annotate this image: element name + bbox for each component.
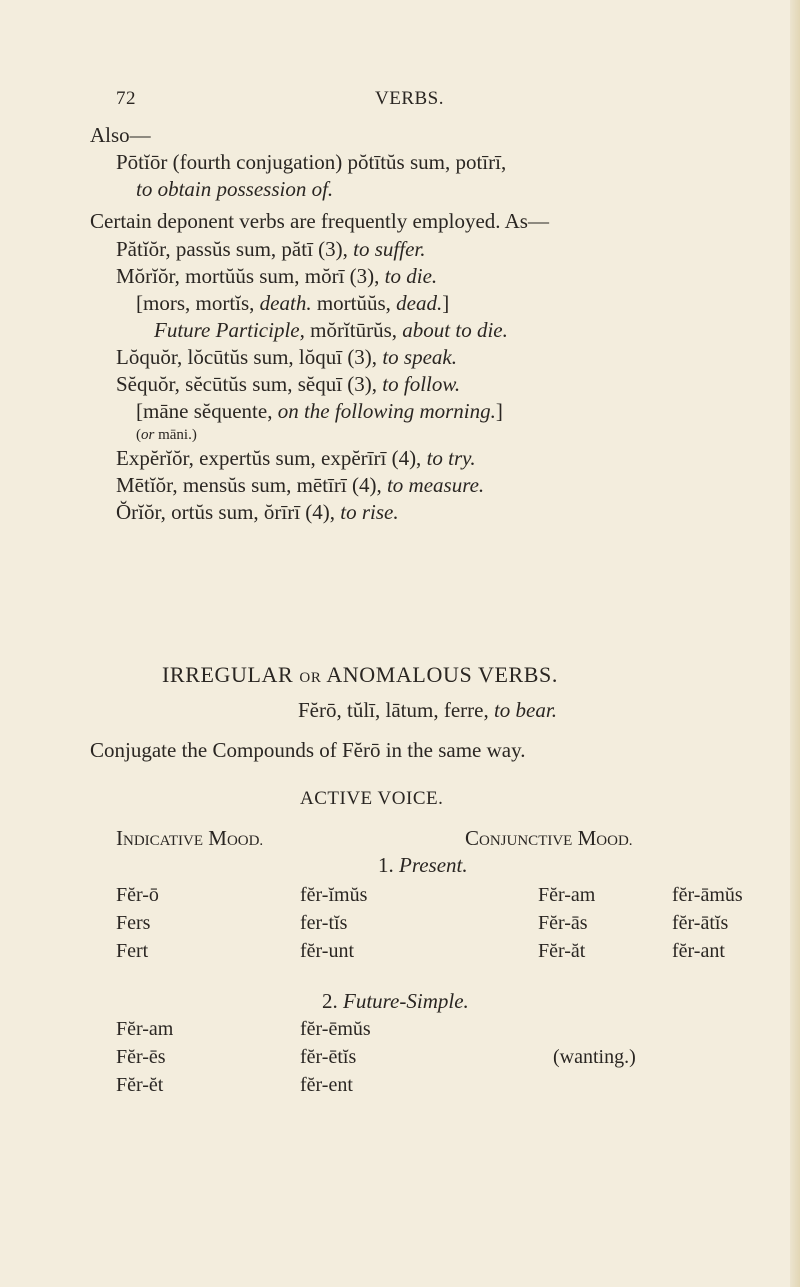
present-tense-heading: 1. Present. bbox=[378, 853, 468, 877]
table-cell: Fĕr-ĕt bbox=[116, 1074, 164, 1096]
also-text: Also— bbox=[90, 123, 151, 147]
experior-line: Expĕrĭŏr, expertŭs sum, expĕrīrī (4), to try. bbox=[116, 446, 476, 470]
certain-deponent-text: Certain deponent verbs are frequently employed. As— bbox=[90, 209, 549, 233]
table-cell: fĕr-ēmŭs bbox=[300, 1018, 371, 1040]
conjugate-note: Conjugate the Compounds of Fĕrō in the same way. bbox=[90, 738, 526, 762]
table-cell: Fert bbox=[116, 940, 149, 962]
indicative-mood-heading: INDICATIVE MOOD. bbox=[116, 826, 264, 850]
page-edge bbox=[790, 0, 800, 1287]
page-number: 72 bbox=[116, 88, 136, 109]
table-cell: fĕr-ent bbox=[300, 1074, 353, 1096]
table-cell: Fĕr-ō bbox=[116, 884, 159, 906]
table-cell: fĕr-unt bbox=[300, 940, 355, 962]
metior-line: Mētĭŏr, mensŭs sum, mētīrī (4), to measure. bbox=[116, 473, 485, 497]
sequor-line: Sĕquŏr, sĕcūtŭs sum, sĕquī (3), to follow. bbox=[116, 372, 461, 396]
mane-line: [māne sĕquente, on the following morning.] bbox=[136, 399, 503, 423]
patior-line: Pătĭŏr, passŭs sum, pătī (3), to suffer. bbox=[116, 237, 426, 261]
table-cell: Fers bbox=[116, 912, 151, 934]
table-cell: fĕr-āmŭs bbox=[672, 884, 743, 906]
morior-line: Mŏrĭŏr, mortŭŭs sum, mŏrī (3), to die. bbox=[116, 264, 438, 288]
loquor-line: Lŏquŏr, lŏcūtŭs sum, lŏquī (3), to speak. bbox=[116, 345, 457, 369]
table-cell: fĕr-ant bbox=[672, 940, 725, 962]
orior-line: Ŏrĭŏr, ortŭs sum, ŏrīrī (4), to rise. bbox=[116, 500, 399, 524]
voice-heading: ACTIVE VOICE. bbox=[300, 788, 444, 809]
section-title: IRREGULAR OR ANOMALOUS VERBS. bbox=[162, 662, 558, 687]
running-title: VERBS. bbox=[375, 88, 444, 109]
table-cell: Fĕr-ēs bbox=[116, 1046, 166, 1068]
or-mani-note: (or māni.) bbox=[136, 427, 197, 443]
table-cell: fĕr-ātĭs bbox=[672, 912, 729, 934]
table-cell: Fĕr-ās bbox=[538, 912, 588, 934]
table-cell: fer-tĭs bbox=[300, 912, 348, 934]
potior-meaning: to obtain possession of. bbox=[136, 177, 334, 201]
conjunctive-mood-heading: CONJUNCTIVE MOOD. bbox=[465, 826, 633, 850]
mors-line: [mors, mortĭs, death. mortŭŭs, dead.] bbox=[136, 291, 450, 315]
future-participle-line: Future Participle, mŏrĭtūrŭs, about to die. bbox=[154, 318, 508, 342]
wanting-note: (wanting.) bbox=[553, 1046, 636, 1068]
table-cell: Fĕr-am bbox=[538, 884, 596, 906]
table-cell: fĕr-ĭmŭs bbox=[300, 884, 368, 906]
table-cell: Fĕr-am bbox=[116, 1018, 174, 1040]
table-cell: Fĕr-ăt bbox=[538, 940, 586, 962]
potior-line: Pōtĭōr (fourth conjugation) pŏtītŭs sum, potīrī, bbox=[116, 150, 507, 174]
fero-principal-parts: Fĕrō, tŭlī, lātum, ferre, to bear. bbox=[298, 698, 557, 722]
future-simple-heading: 2. Future-Simple. bbox=[322, 989, 469, 1013]
table-cell: fĕr-ētĭs bbox=[300, 1046, 357, 1068]
